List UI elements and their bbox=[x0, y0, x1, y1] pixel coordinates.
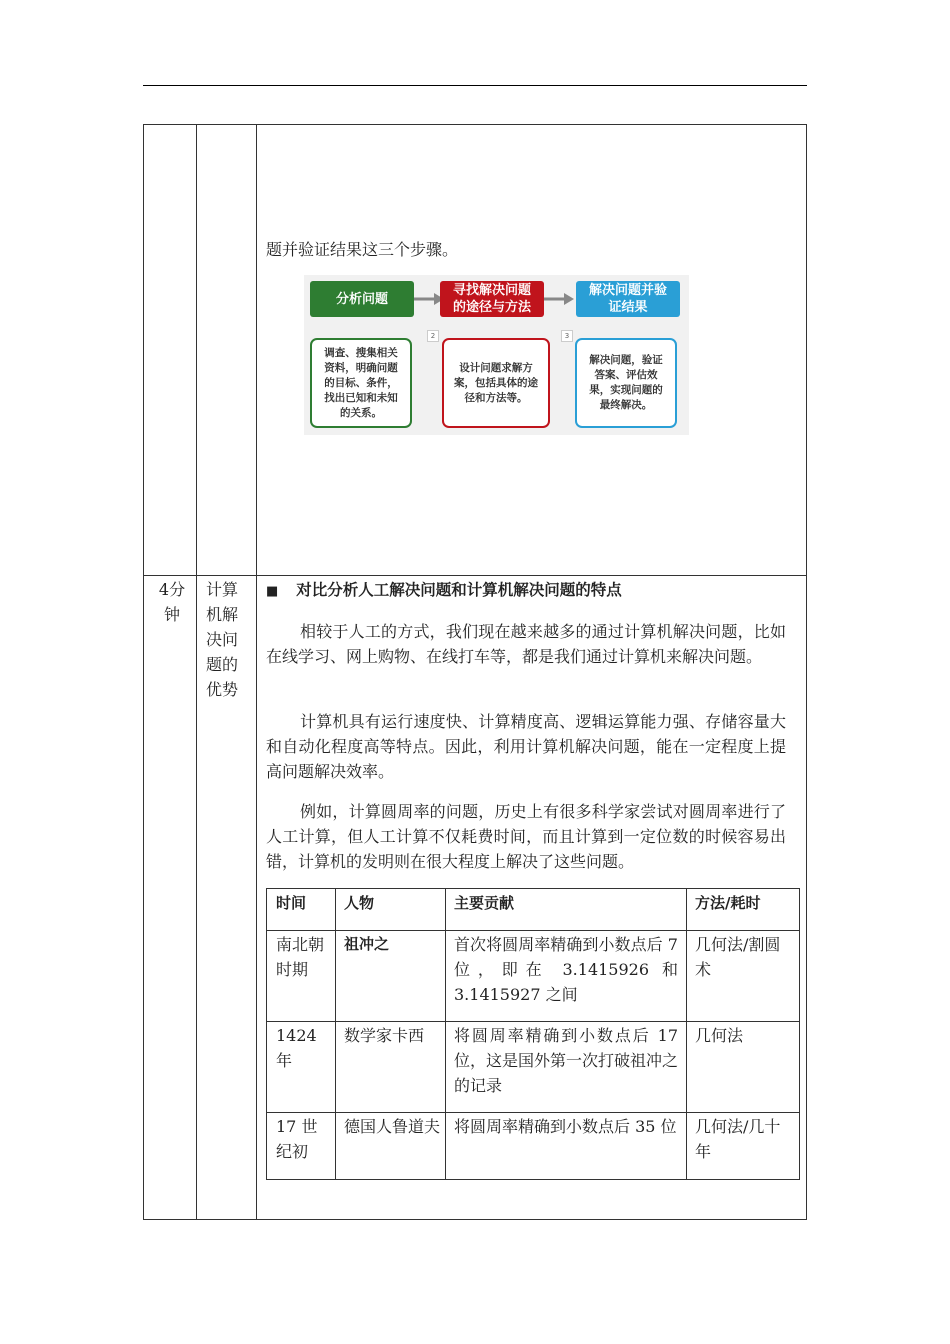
paragraph: 例如，计算圆周率的问题，历史上有很多科学家尝试对圆周率进行了人工计算，但人工计算不仅耗费时间，而且计算到一定位数的时候容易出错，计算机的发明则在很大程度上解决了这些问题。 bbox=[266, 802, 786, 871]
table-cell: 几何法 bbox=[695, 1026, 744, 1045]
column-divider bbox=[335, 889, 336, 1179]
column-divider bbox=[445, 889, 446, 1179]
table-header-method: 方法/耗时 bbox=[695, 894, 761, 912]
flow-step-find-method: 寻找解决问题的途径与方法 bbox=[440, 281, 544, 317]
column-divider bbox=[256, 125, 257, 1219]
flow-step-solve-verify: 解决问题并验证结果 bbox=[576, 281, 680, 317]
column-divider bbox=[196, 125, 197, 1219]
square-bullet-icon: ■ bbox=[266, 584, 279, 599]
header-rule bbox=[143, 85, 807, 86]
time-cell: 4分钟 bbox=[158, 580, 186, 624]
table-cell: 南北朝时期 bbox=[276, 935, 325, 979]
step-number: 2 bbox=[427, 330, 439, 342]
table-header-person: 人物 bbox=[344, 894, 375, 912]
paragraph: 计算机具有运行速度快、计算精度高、逻辑运算能力强、存储容量大和自动化程度高等特点。因此，利用计算机解决问题，能在一定程度上提高问题解决效率。 bbox=[266, 712, 786, 781]
flow-step-analyze: 分析问题 bbox=[310, 281, 414, 317]
table-cell: 将圆周率精确到小数点后 35 位 bbox=[454, 1117, 677, 1136]
table-cell: 祖冲之 bbox=[344, 935, 390, 953]
continued-text: 题并验证结果这三个步骤。 bbox=[266, 240, 459, 259]
arrow-right-icon bbox=[544, 293, 574, 305]
table-cell: 将圆周率精确到小数点后 17 位，这是国外第一次打破祖冲之的记录 bbox=[454, 1026, 679, 1095]
topic-cell: 计算机解决问题的优势 bbox=[206, 580, 239, 699]
table-cell: 数学家卡西 bbox=[344, 1026, 425, 1045]
table-cell: 首次将圆周率精确到小数点后 7 位，即在 3.1415926 和 3.1415927 之间 bbox=[454, 935, 678, 1004]
table-cell: 德国人鲁道夫 bbox=[344, 1117, 441, 1136]
table-cell: 几何法/割圆术 bbox=[695, 935, 781, 979]
flow-detail-find-method: 设计问题求解方案，包括具体的途径和方法等。 bbox=[442, 338, 550, 428]
pi-history-table bbox=[266, 888, 800, 1180]
row-divider bbox=[267, 1112, 799, 1113]
flow-detail-solve-verify: 解决问题，验证答案、评估效果，实现问题的最终解决。 bbox=[575, 338, 677, 428]
flow-detail-analyze: 调查、搜集相关资料，明确问题的目标、条件，找出已知和未知的关系。 bbox=[310, 338, 412, 428]
problem-solving-flow-diagram bbox=[304, 275, 689, 435]
row-divider bbox=[144, 575, 806, 576]
table-cell: 几何法/几十年 bbox=[695, 1117, 781, 1161]
section-heading: ■ 对比分析人工解决问题和计算机解决问题的特点 bbox=[266, 581, 622, 599]
row-divider bbox=[267, 1021, 799, 1022]
paragraph: 相较于人工的方式，我们现在越来越多的通过计算机解决问题，比如在线学习、网上购物、在线打车等，都是我们通过计算机来解决问题。 bbox=[266, 622, 786, 666]
table-cell: 17 世纪初 bbox=[276, 1117, 318, 1161]
table-cell: 1424年 bbox=[276, 1026, 317, 1070]
table-header-time: 时间 bbox=[276, 894, 307, 912]
column-divider bbox=[686, 889, 687, 1179]
step-number: 3 bbox=[561, 330, 573, 342]
row-divider bbox=[267, 930, 799, 931]
lesson-table bbox=[143, 124, 807, 1220]
table-header-contribution: 主要贡献 bbox=[454, 894, 515, 912]
